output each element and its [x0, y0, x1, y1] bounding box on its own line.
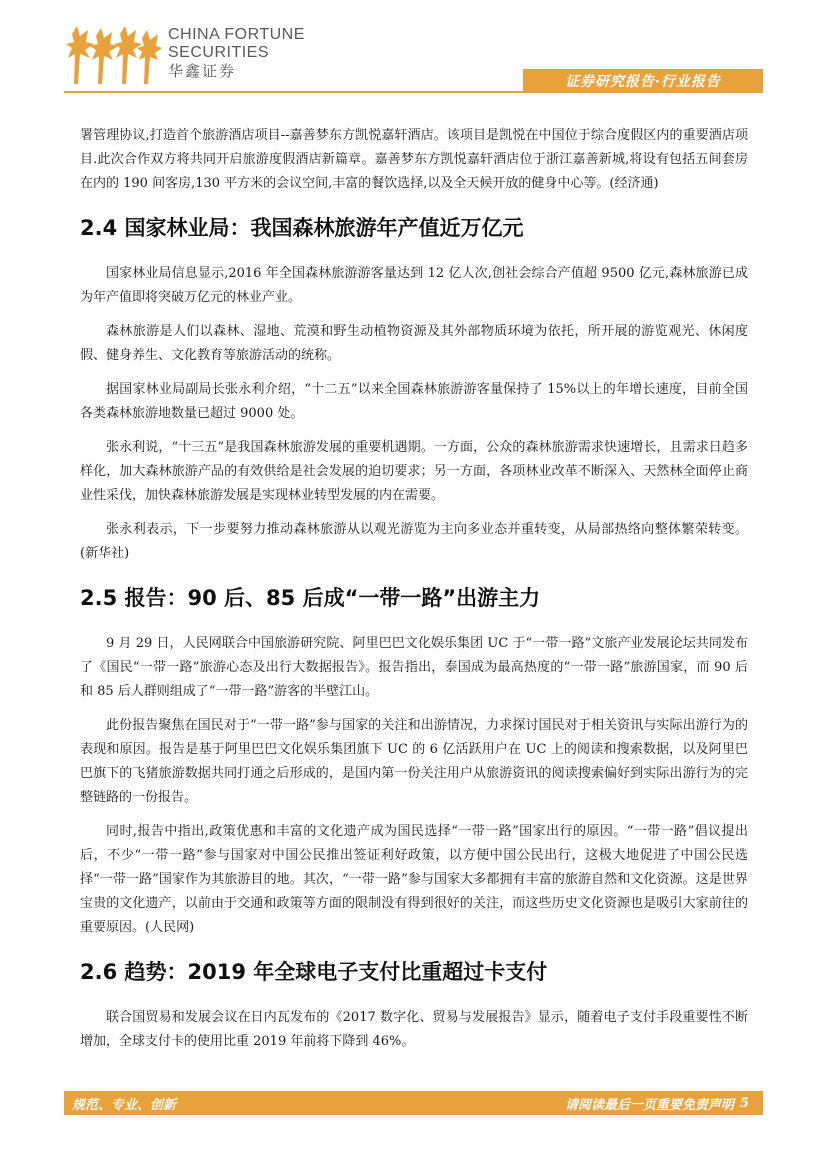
footer-slogan: 规范、专业、创新 [72, 1097, 177, 1113]
page-footer [64, 1091, 763, 1115]
section-2-4-paragraph: 国家林业局信息显示,2016 年全国森林旅游游客量达到 12 亿人次,创社会综合产值超 9500 亿元,森林旅游已成为年产值即将突破万亿元的林业产业。 [80, 266, 748, 305]
section-heading-2-6: 2.6 趋势：2019 年全球电子支付比重超过卡支付 [80, 960, 548, 984]
company-name-en-line1: CHINA FORTUNE [168, 26, 305, 43]
section-2-6-paragraph: 联合国贸易和发展会议在日内瓦发布的《2017 数字化、贸易与发展报告》显示，随着电子支付手段重要性不断增加，全球支付卡的使用比重 2019 年前将下降到 46%。 [80, 1010, 748, 1049]
section-2-5-paragraph: 同时,报告中指出,政策优惠和丰富的文化遗产成为国民选择“一带一路”国家出行的原因。“一带一路”倡议提出后，不少“一带一路”参与国家对中国公民推出签证利好政策，以方便中国公民出行，这极大地促进了中国公民选择“一带一路”国家作为其旅游目的地。其次，“一带一路”参与国家大多都拥有丰富的旅游自然和文化资源。这是世界宝贵的文化遗产，以前由于交通和政策等方面的限制没有得到很好的关注，而这些历史文化资源也是吸引大家前往的重要原因。(人民网) [80, 824, 748, 935]
footer-disclaimer: 请阅读最后一页重要免责声明 [564, 1097, 734, 1113]
section-2-4-paragraph: 张永利表示，下一步要努力推动森林旅游从以观光游览为主向多业态并重转变，从局部热络向整体繁荣转变。(新华社) [80, 522, 748, 561]
section-2-5-paragraph: 此份报告聚焦在国民对于“一带一路”参与国家的关注和出游情况，力求探讨国民对于相关资讯与实际出游行为的表现和原因。报告是基于阿里巴巴文化娱乐集团旗下 UC 的 6 亿活跃用户在 UC 上的阅读和搜索数据，以及阿里巴巴旗下的飞猪旅游数据共同打通之后形成的，是国内第一份关注用户从旅游资讯的阅读搜索偏好到实际出游行为的完整链路的一份报告。 [80, 718, 748, 805]
company-logo-icon [66, 22, 162, 86]
report-body [80, 124, 748, 1064]
company-name-cn: 华鑫证券 [168, 62, 237, 80]
section-heading-2-5: 2.5 报告：90 后、85 后成“一带一路”出游主力 [80, 586, 541, 610]
company-name-en-line2: SECURITIES [168, 44, 270, 62]
report-type-tag: 证券研究报告·行业报告 [523, 69, 763, 93]
section-2-4-paragraph: 森林旅游是人们以森林、湿地、荒漠和野生动植物资源及其外部物质环境为依托，所开展的游览观光、休闲度假、健身养生、文化教育等旅游活动的统称。 [80, 324, 748, 363]
section-2-4-paragraph: 据国家林业局副局长张永利介绍，“十二五”以来全国森林旅游游客量保持了 15%以上的年增长速度，目前全国各类森林旅游地数量已超过 9000 处。 [80, 382, 748, 421]
section-2-4-paragraph: 张永利说，“十三五”是我国森林旅游发展的重要机遇期。一方面，公众的森林旅游需求快速增长，且需求日趋多样化，加大森林旅游产品的有效供给是社会发展的迫切要求；另一方面，各项林业改革不断深入、天然林全面停止商业性采伐，加快森林旅游发展是实现林业转型发展的内在需要。 [80, 440, 748, 503]
intro-paragraph: 署管理协议,打造首个旅游酒店项目--嘉善梦东方凯悦嘉轩酒店。该项目是凯悦在中国位于综合度假区内的重要酒店项目.此次合作双方将共同开启旅游度假酒店新篇章。嘉善梦东方凯悦嘉轩酒店位于浙江嘉善新城,将设有包括五间套房在内的 190 间客房,130 平方米的会议空间,丰富的餐饮选择,以及全天候开放的健身中心等。(经济通) [80, 128, 748, 191]
page-number: 5 [739, 1095, 749, 1111]
section-heading-2-4: 2.4 国家林业局：我国森林旅游年产值近万亿元 [80, 216, 524, 240]
header-divider [64, 91, 763, 93]
company-brand [168, 26, 305, 80]
section-2-5-paragraph: 9 月 29 日，人民网联合中国旅游研究院、阿里巴巴文化娱乐集团 UC 于“一带一路”文旅产业发展论坛共同发布了《国民“一带一路”旅游心态及出行大数据报告》。报告指出，泰国成为最高热度的“一带一路”旅游国家，而 90 后和 85 后人群则组成了“一带一路”游客的半壁江山。 [80, 636, 748, 699]
